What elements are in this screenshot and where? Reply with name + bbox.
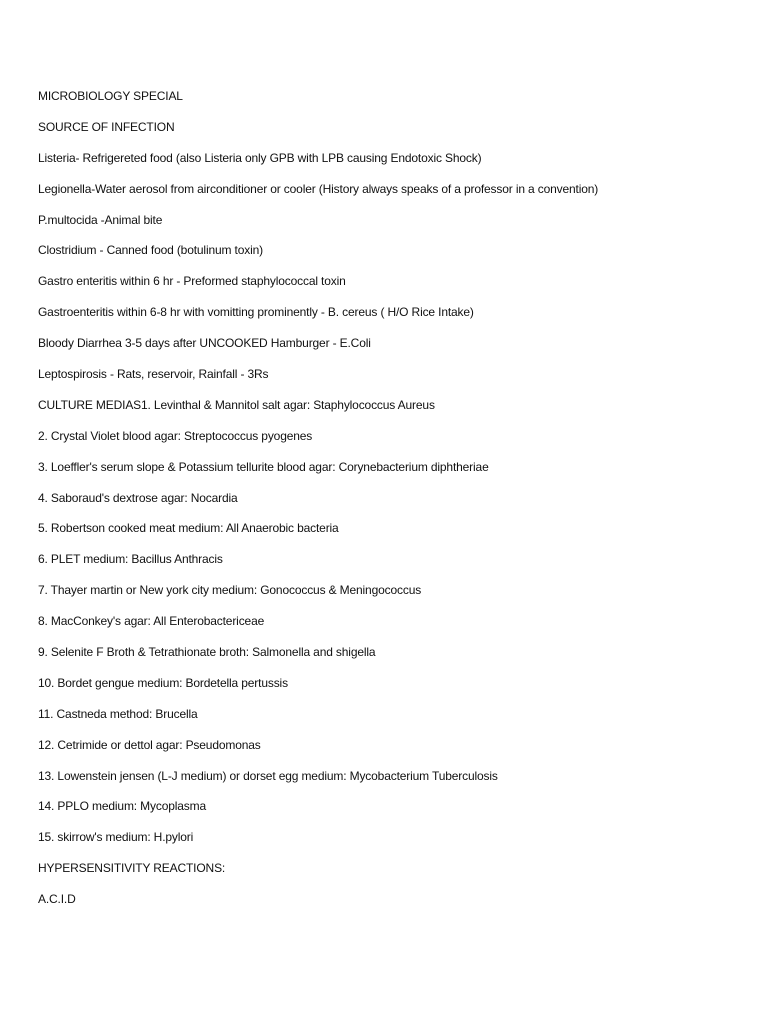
document-body [38,87,758,921]
list-item: 6. PLET medium: Bacillus Anthracis [38,552,223,567]
section-heading-culture-medias: CULTURE MEDIAS1. Levinthal & Mannitol salt agar: Staphylococcus Aureus [38,397,435,412]
text-line: Clostridium - Canned food (botulinum toxin) [38,243,263,258]
list-item: 14. PPLO medium: Mycoplasma [38,799,207,814]
text-line: Gastroenteritis within 6-8 hr with vomitting prominently - B. cereus ( H/O Rice Intake) [38,305,474,320]
list-item: 4. Saboraud's dextrose agar: Nocardia [38,490,238,505]
list-item: 8. MacConkey's agar: All Enterobactericeae [38,614,265,629]
text-line: P.multocida -Animal bite [38,212,163,227]
text-line: A.C.I.D [38,892,76,907]
text-line: Bloody Diarrhea 3-5 days after UNCOOKED Hamburger - E.Coli [38,336,371,351]
list-item: 2. Crystal Violet blood agar: Streptococcus pyogenes [38,428,313,443]
section-heading-hypersensitivity: HYPERSENSITIVITY REACTIONS: [38,861,226,876]
list-item: 9. Selenite F Broth & Tetrathionate broth: Salmonella and shigella [38,645,376,660]
list-item: 15. skirrow's medium: H.pylori [38,830,194,845]
text-line: Leptospirosis - Rats, reservoir, Rainfall - 3Rs [38,367,269,382]
list-item: 10. Bordet gengue medium: Bordetella pertussis [38,675,288,690]
list-item: 3. Loeffler's serum slope & Potassium tellurite blood agar: Corynebacterium diphtheriae [38,459,489,474]
list-item: 13. Lowenstein jensen (L-J medium) or dorset egg medium: Mycobacterium Tuberculosis [38,768,498,783]
list-item: 7. Thayer martin or New york city medium: Gonococcus & Meningococcus [38,583,422,598]
text-line: Listeria- Refrigereted food (also Listeria only GPB with LPB causing Endotoxic Shock) [38,150,482,165]
list-item: 5. Robertson cooked meat medium: All Anaerobic bacteria [38,521,339,536]
list-item: 11. Castneda method: Brucella [38,706,198,721]
list-item: 12. Cetrimide or dettol agar: Pseudomonas [38,737,261,752]
section-heading-source-of-infection: SOURCE OF INFECTION [38,119,175,134]
text-line: Legionella-Water aerosol from airconditioner or cooler (History always speaks of a professor in a convention) [38,181,599,196]
text-line: Gastro enteritis within 6 hr - Preformed staphylococcal toxin [38,274,346,289]
document-title: MICROBIOLOGY SPECIAL [38,89,183,103]
